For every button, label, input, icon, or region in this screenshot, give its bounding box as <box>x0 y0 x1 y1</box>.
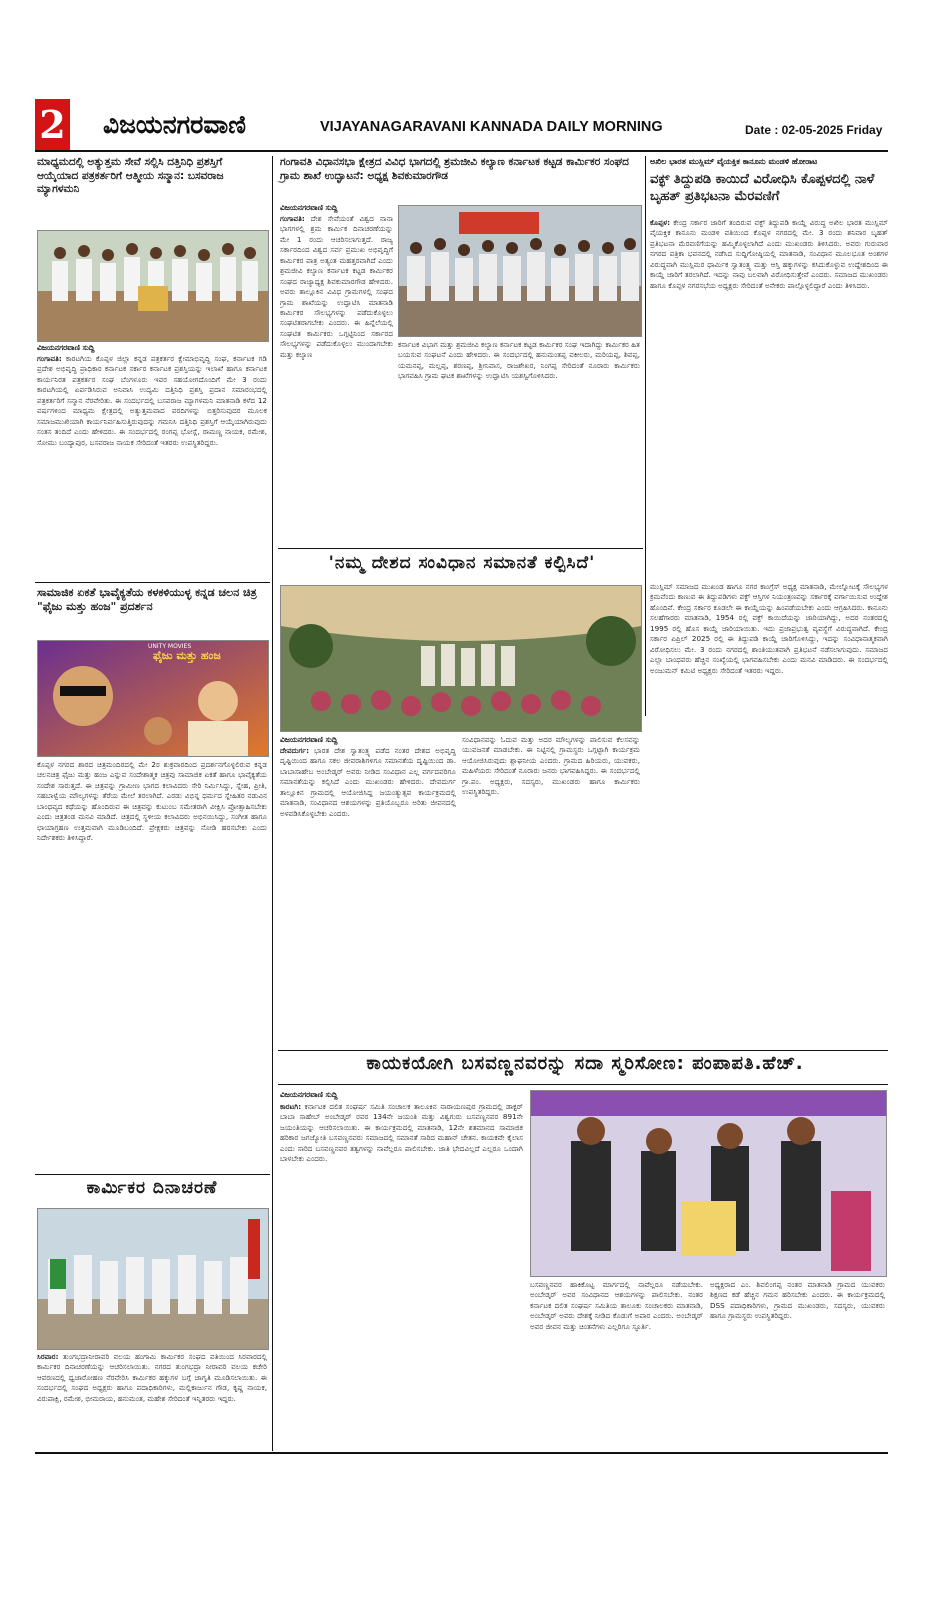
article1-text: ಕಾರಟಗಿಯ ಕೊಪ್ಪಳ ಜಿಲ್ಲಾ ಕನ್ನಡ ಪತ್ರಕರ್ತರ ಕ್ಷೇಮಾಭಿವೃದ್ಧಿ ಸಂಘ, ಕರ್ನಾಟಕ ಗಡಿ ಪ್ರದೇಶ ಅಭಿವೃದ್ಧಿ ಪ್ರಾಧಿಕಾರ ಕರ್ನಾಟಕ ಸರ್ಕಾರ ಕರ್ನಾಟಕ ಪ್ರಶಸ್ತಿಯನ್ನು ಇಲಾಖೆ ಹಾಗೂ ಕರ್ನಾಟಕ ಕಾರ್ಯನಿರತ ಪತ್ರಕರ್ತರ ಸಂಘ ಬೆಂಗಳೂರು ಇವರ ಸಹಯೋಗದೊಂದಿಗೆ ಮೇ 3 ರಂದು ಕಾರಟಗಿಯಲ್ಲಿ ಏರ್ಪಡಿಸಿರುವ ಅನಿವಾಸಿ ಉದ್ಯಮಿ ದತ್ತಿನಿಧಿ ಪ್ರಶಸ್ತಿ ಪ್ರದಾನ ಸಮಾರಂಭದಲ್ಲಿ ಪತ್ರಕರ್ತರಿಗೆ ಸನ್ಮಾನ ನೆರವೇರಿತು. ಈ ಸಂದರ್ಭದಲ್ಲಿ ಬಸವರಾಜ ಮ್ಯಾಗಳಮನಿ ಮಾತನಾಡಿ ಕಳೆದ 12 ವರ್ಷಗಳಿಂದ ಮಾಧ್ಯಮ ಕ್ಷೇತ್ರದಲ್ಲಿ ಅತ್ಯುತ್ತಮವಾದ ವರದಿಗಳನ್ನು ಬಿತ್ತರಿಸುವುದರ ಮೂಲಕ ಸಮಾಜಮುಖಿಯಾಗಿ ಕಾರ್ಯನಿರ್ವಹಿಸುತ್ತಿರುವುದನ್ನು ಗಮನಿಸಿ ದತ್ತಿನಿಧಿ ಪ್ರಶಸ್ತಿಗೆ ಆಯ್ಕೆಯಾಗಿರುವುದು ಸಂತಸ ತಂದಿದೆ ಎಂದು ಹೇಳಿದರು. ಈ ಸಂದರ್ಭದಲ್ಲಿ ರಂಗಪ್ಪ ಭೋಸ್ಲೆ, ರಾಮಣ್ಣ ನಾಯಕ, ರಮೇಶ, ಸೋಮು ಬಂದ್ಯಾಪುರ, ಬಸವರಾಜ ನಾಯಕ ಸೇರಿದಂತೆ ಇತರರು ಉಪಸ್ಥಿತರಿದ್ದರು. <box>37 354 267 447</box>
banner2-headline: ಕಾಯಕಯೋಗಿ ಬಸವಣ್ಣನವರನ್ನು ಸದಾ ಸ್ಮರಿಸೋಣ: ಪಂಪಾಪತಿ.ಹೆಚ್. <box>366 1053 804 1074</box>
article6-dateline: ಕಾರಟಗಿ: <box>280 1102 302 1111</box>
article2-photo <box>398 205 642 337</box>
article4-body-col2: ಸಂವಿಧಾನವನ್ನು ಓದುವ ಮತ್ತು ಅದರ ಮೌಲ್ಯಗಳನ್ನು ಪಾಲಿಸುವ ಕೆಲಸವನ್ನು ಯುವಜನತೆ ಮಾಡಬೇಕು. ಈ ನಿಟ್ಟಿನಲ್ಲಿ ಗ್ರಾಮಸ್ಥರು ಒಗ್ಗಟ್ಟಾಗಿ ಕಾರ್ಯಕ್ರಮ ಆಯೋಜಿಸಿರುವುದು ಶ್ಲಾಘನೀಯ ಎಂದರು. ಗ್ರಾಮದ ಹಿರಿಯರು, ಯುವಕರು, ಮಹಿಳೆಯರು ಸೇರಿದಂತೆ ನೂರಾರು ಜನರು ಭಾಗವಹಿಸಿದ್ದರು. ಈ ಸಂದರ್ಭದಲ್ಲಿ ಗ್ರಾ.ಪಂ. ಅಧ್ಯಕ್ಷರು, ಸದಸ್ಯರು, ಮುಖಂಡರು ಹಾಗೂ ಕಾರ್ಮಿಕರು ಉಪಸ್ಥಿತರಿದ್ದರು. <box>462 735 640 797</box>
article4-byline: ವಿಜಯನಗರವಾಣಿ ಸುದ್ದಿ <box>280 735 338 744</box>
article4-photo <box>280 585 642 732</box>
article3-dateline: ಕೊಪ್ಪಳ: <box>650 218 671 227</box>
article2-text-col1: ದೇಶ ಸೇವೆಯಂತೆ ವಿಶ್ವದ ನಾನಾ ಭಾಗಗಳಲ್ಲಿ ಶ್ರಮ ಕಾರ್ಮಿಕ ದಿನಾಚರಣೆಯನ್ನು ಮೇ 1 ರಂದು ಆಚರಿಸಲಾಗುತ್ತದೆ. ರಾಜ್ಯ ಸರ್ಕಾರದಿಂದ ವಿಶ್ವದ ಸರ್ವ ಪ್ರಮುಖ ಅಭಿವೃದ್ಧಿಗೆ ಕಾರ್ಮಿಕರ ಪಾತ್ರ ಅತ್ಯಂತ ಮಹತ್ತರವಾಗಿದೆ ಎಂದು ಶ್ರಮಜೀವಿ ಕಲ್ಯಾಣ ಕರ್ನಾಟಕ ಕಟ್ಟಡ ಕಾರ್ಮಿಕರ ಸಂಘದ ರಾಜ್ಯಾಧ್ಯಕ್ಷ ಶಿವಕುಮಾರಗೌಡ ಹೇಳಿದರು. ಅವರು ತಾಲ್ಲೂಕಿನ ವಿವಿಧ ಗ್ರಾಮಗಳಲ್ಲಿ ಸಂಘದ ಗ್ರಾಮ ಶಾಖೆಯನ್ನು ಉದ್ಘಾಟಿಸಿ ಮಾತನಾಡಿ ಕಾರ್ಮಿಕರ ಸೌಲಭ್ಯಗಳನ್ನು ಪಡೆದುಕೊಳ್ಳಲು ಸಂಘಟಿತರಾಗಬೇಕು ಎಂದರು. ಈ ಹಿನ್ನೆಲೆಯಲ್ಲಿ ಸಂಘಟಿತ ಕಾರ್ಮಿಕರು ಒಗ್ಗಟ್ಟಿನಿಂದ ಸರ್ಕಾರದ ಸೌಲಭ್ಯಗಳನ್ನು ಪಡೆದುಕೊಳ್ಳಲು ಮುಂದಾಗಬೇಕು ಮತ್ತು ಕಲ್ಯಾಣ <box>280 214 393 359</box>
article7-dateline: ಸಿರವಾರ: <box>37 1352 59 1361</box>
masthead-rule <box>35 150 888 152</box>
poster-studio: UNITY MOVIES <box>148 643 192 650</box>
article4-dateline: ದೇವದುರ್ಗ: <box>280 746 310 755</box>
article4-text-col1: ಭಾರತ ದೇಶ ಸ್ವಾತಂತ್ರ್ಯ ಪಡೆದ ನಂತರ ದೇಶದ ಅಭಿವೃದ್ಧಿ ದೃಷ್ಟಿಯಿಂದ ಹಾಗೂ ಸಕಲ ಜೀವರಾಶಿಗಳಿಗೂ ಸಮಾನತೆಯ ದೃಷ್ಟಿಯಿಂದ ಡಾ. ಬಾಬಾಸಾಹೇಬ ಅಂಬೇಡ್ಕರ್ ಅವರು ನೀಡಿದ ಸಂವಿಧಾನ ಎಲ್ಲ ವರ್ಗದವರಿಗೂ ಸಮಾನತೆಯನ್ನು ಕಲ್ಪಿಸಿದೆ ಎಂದು ಮುಖಂಡರು ಹೇಳಿದರು. ದೇವದುರ್ಗ ತಾಲ್ಲೂಕಿನ ಗ್ರಾಮದಲ್ಲಿ ಆಯೋಜಿಸಿದ್ದ ಜಯಂತ್ಯುತ್ಸವ ಕಾರ್ಯಕ್ರಮದಲ್ಲಿ ಮಾತನಾಡಿ, ಸಂವಿಧಾನದ ಆಶಯಗಳನ್ನು ಪ್ರತಿಯೊಬ್ಬರೂ ಅರಿತು ಜೀವನದಲ್ಲಿ ಅಳವಡಿಸಿಕೊಳ್ಳಬೇಕು ಎಂದರು. <box>280 746 456 818</box>
article2-headline: ಗಂಗಾವತಿ ವಿಧಾನಸಭಾ ಕ್ಷೇತ್ರದ ವಿವಿಧ ಭಾಗದಲ್ಲಿ ಶ್ರಮಜೀವಿ ಕಲ್ಯಾಣ ಕರ್ನಾಟಕ ಕಟ್ಟಡ ಕಾರ್ಮಿಕರ ಸಂಘದ ಗ್ರಾಮ ಶಾಖೆ ಉದ್ಘಾಟನೆ: ಅಧ್ಯಕ್ಷ ಶಿವಕುಮಾರಗೌಡ <box>280 156 629 182</box>
article2-dateline: ಗಂಗಾವತಿ: <box>280 214 305 223</box>
article6-photo <box>530 1090 887 1277</box>
article4-body-col1 <box>280 746 456 1046</box>
banner2-rule-top <box>278 1050 888 1051</box>
banner1-headline: 'ನಮ್ಮ ದೇಶದ ಸಂವಿಧಾನ ಸಮಾನತೆ ಕಲ್ಪಿಸಿದೆ' <box>328 553 596 573</box>
article7-rule <box>35 1174 270 1175</box>
article6-body-col1b <box>280 1280 523 1445</box>
article7-photo <box>37 1208 269 1350</box>
article6-body-col3: ಅಧ್ಯಕ್ಷರಾದ ಎಂ. ಶಿವಲಿಂಗಪ್ಪ ನಂತರ ಮಾತನಾಡಿ ಗ್ರಾಮದ ಯುವಕರು ಶಿಕ್ಷಣದ ಕಡೆ ಹೆಚ್ಚಿನ ಗಮನ ಹರಿಸಬೇಕು ಎಂದರು. ಈ ಕಾರ್ಯಕ್ರಮದಲ್ಲಿ DSS ಪದಾಧಿಕಾರಿಗಳು, ಗ್ರಾಮದ ಮುಖಂಡರು, ಸದಸ್ಯರು, ಯುವಕರು ಹಾಗೂ ಗ್ರಾಮಸ್ಥರು ಉಪಸ್ಥಿತರಿದ್ದರು. <box>710 1280 885 1321</box>
article2-body-col1 <box>280 214 393 554</box>
article2-body-col2: ಕರ್ನಾಟಕ ವಿಭಾಗ ಮತ್ತು ಶ್ರಮಜೀವಿ ಕಲ್ಯಾಣ ಕರ್ನಾಟಕ ಕಟ್ಟಡ ಕಾರ್ಮಿಕರ ಸಂಘ ಇದಾಗಿದ್ದು ಕಾರ್ಮಿಕರ ಹಿತ ಬಯಸುವ ಸಂಘಟನೆ ಎಂದು ಹೇಳಿದರು. ಈ ಸಂದರ್ಭದಲ್ಲಿ ಹನುಮಂತಪ್ಪ ವಕೀಲರು, ಮರಿಯಪ್ಪ, ಶಿವಪ್ಪ, ಯಮನಪ್ಪ, ಮಲ್ಲಪ್ಪ, ಶರಣಪ್ಪ, ಶ್ರೀನಿವಾಸ, ರಾಜಶೇಖರ, ನಿಂಗಪ್ಪ ಸೇರಿದಂತೆ ನೂರಾರು ಕಾರ್ಮಿಕರು ಭಾಗವಹಿಸಿ ಗ್ರಾಮ ಘಟಕ ಶಾಖೆಗಳನ್ನು ಉದ್ಘಾಟಿಸಿ ಯಶಸ್ವಿಗೊಳಿಸಿದರು. <box>398 340 640 381</box>
article7-body <box>37 1352 267 1447</box>
article5-body: ಕೊಪ್ಪಳ ನಗರದ ಶಾರದ ಚಿತ್ರಮಂದಿರದಲ್ಲಿ ಮೇ 2ರ ಶುಕ್ರವಾರದಿಂದ ಪ್ರದರ್ಶನಗೊಳ್ಳಲಿರುವ ಕನ್ನಡ ಚಲನಚಿತ್ರ ಫೈಜು ಮತ್ತು ಹಂಜ ಎನ್ನುವ ಸಂದೇಶಾತ್ಮಕ ಚಿತ್ರವು ಸಾಮಾಜಿಕ ಏಕತೆ ಹಾಗೂ ಭಾವೈಕ್ಯತೆಯ ಸಂದೇಶ ಸಾರುತ್ತದೆ. ಈ ಚಿತ್ರವನ್ನು ಗ್ರಾಮೀಣ ಭಾಗದ ಕಲಾವಿದರು ಸೇರಿ ನಿರ್ಮಿಸಿದ್ದು, ಸ್ನೇಹ, ಪ್ರೀತಿ, ಸಹಬಾಳ್ವೆಯ ಮೌಲ್ಯಗಳನ್ನು ತೆರೆಯ ಮೇಲೆ ತರಲಾಗಿದೆ. ಎರಡು ವಿಭಿನ್ನ ಧರ್ಮದ ಸ್ನೇಹಿತರ ನಡುವಿನ ಬಾಂಧವ್ಯದ ಕಥೆಯನ್ನು ಹೊಂದಿರುವ ಈ ಚಿತ್ರವನ್ನು ಕುಟುಂಬ ಸಮೇತರಾಗಿ ವೀಕ್ಷಿಸಿ ಪ್ರೋತ್ಸಾಹಿಸಬೇಕು ಎಂದು ಚಿತ್ರತಂಡ ಮನವಿ ಮಾಡಿದೆ. ಚಿತ್ರದಲ್ಲಿ ಸ್ಥಳೀಯ ಕಲಾವಿದರು ಅಭಿನಯಿಸಿದ್ದು, ಸಂಗೀತ ಹಾಗೂ ಛಾಯಾಗ್ರಹಣ ಉತ್ತಮವಾಗಿ ಮೂಡಿಬಂದಿದೆ. ಪ್ರೇಕ್ಷಕರು ಚಿತ್ರವನ್ನು ನೋಡಿ ಹರಸಬೇಕು ಎಂದು ನಿರ್ದೇಶಕರು ತಿಳಿಸಿದ್ದಾರೆ. <box>37 760 267 843</box>
page-number: 2 <box>35 99 70 151</box>
article1-photo <box>37 230 269 342</box>
footer-rule <box>35 1452 888 1454</box>
article3-headline: ವಕ್ಫ್ ತಿದ್ದುಪಡಿ ಕಾಯಿದೆ ವಿರೋಧಿಸಿ ಕೊಪ್ಪಳದಲ್ಲಿ ನಾಳೆ ಬೃಹತ್ ಪ್ರತಿಭಟನಾ ಮೆರವಣಿಗೆ <box>650 172 875 204</box>
article2-byline: ವಿಜಯನಗರವಾಣಿ ಸುದ್ದಿ <box>280 203 338 212</box>
article7-text: ತುಂಗಭದ್ರಾನೀರಾವರಿ ವಲಯ ಹಂಗಾಮಿ ಕಾರ್ಮಿಕರ ಸಂಘದ ವತಿಯಿಂದ ಸಿರವಾರದಲ್ಲಿ ಕಾರ್ಮಿಕರ ದಿನಾಚರಣೆಯನ್ನು ಆಚರಿಸಲಾಯಿತು. ನಗರದ ತುಂಗಭದ್ರಾ ನೀರಾವರಿ ವಲಯ ಕಚೇರಿ ಆವರಣದಲ್ಲಿ ಧ್ವಜಾರೋಹಣ ನೆರವೇರಿಸಿ ಕಾರ್ಮಿಕರ ಹಕ್ಕುಗಳ ಬಗ್ಗೆ ಜಾಗೃತಿ ಮೂಡಿಸಲಾಯಿತು. ಈ ಸಂದರ್ಭದಲ್ಲಿ ಸಂಘದ ಅಧ್ಯಕ್ಷರು ಹಾಗೂ ಪದಾಧಿಕಾರಿಗಳು, ಮಲ್ಲಿಕಾರ್ಜುನ ಗೌಡ, ಕೃಷ್ಣ ನಾಯಕ, ವಿರುಪಾಕ್ಷಿ, ರಮೇಶ, ಭೀಮರಾಯ, ಹನುಮಂತ, ಮಹೇಶ ಸೇರಿದಂತೆ ಇನ್ನಿತರರು ಇದ್ದರು. <box>37 1352 267 1403</box>
article1-headline: ಮಾಧ್ಯಮದಲ್ಲಿ ಅತ್ಯುತ್ತಮ ಸೇವೆ ಸಲ್ಲಿಸಿ ದತ್ತಿನಿಧಿ ಪ್ರಶಸ್ತಿಗೆ ಆಯ್ಕೆಯಾದ ಪತ್ರಕರ್ತರಿಗೆ ಆತ್ಮೀಯ ಸನ್ಮಾನ: ಬಸವರಾಜ ಮ್ಯಾಗಳಮನಿ <box>37 156 224 196</box>
article3-body-top <box>650 218 888 578</box>
poster-title: ಫೈಜು ಮತ್ತು ಹಂಜ <box>153 649 221 662</box>
article6-text-col1: ಕರ್ನಾಟಕ ದಲಿತ ಸಂಘರ್ಷ ಸಮಿತಿ ಸಂಚಾಲಕ ತಾಲೂಕಿನ ನಾರಾಯಣಪುರ ಗ್ರಾಮದಲ್ಲಿ ಡಾಕ್ಟರ್ ಬಾಬಾ ಸಾಹೇಬ್ ಅಂಬೇಡ್ಕರ್ ರವರ 134ನೇ ಜಯಂತಿ ಮತ್ತು ವಿಶ್ವಗುರು ಬಸವಣ್ಣನವರ 891ನೇ ಜಯಂತಿಯನ್ನು ಆಚರಿಸಲಾಯಿತು. ಈ ಕಾರ್ಯಕ್ರಮದಲ್ಲಿ ಮಾತನಾಡಿ, 12ನೇ ಶತಮಾನದ ಸಾಮಾಜಿಕ ಹರಿಕಾರ ಜಗಜ್ಯೋತಿ ಬಸವಣ್ಣನವರು ಸಮಾಜದಲ್ಲಿ ಸಮಾನತೆ ಸಾರಿದ ಮಹಾನ್ ಚೇತನ. ಕಾಯಕವೇ ಕೈಲಾಸ ಎಂದು ಸಾರಿದ ಬಸವಣ್ಣನವರ ತತ್ವಗಳನ್ನು ನಾವೆಲ್ಲರೂ ಪಾಲಿಸಬೇಕು. ಜಾತಿ ಭೇದವಿಲ್ಲದೆ ಎಲ್ಲರೂ ಒಂದಾಗಿ ಬಾಳಬೇಕು ಎಂದರು. <box>280 1102 523 1164</box>
article3-body-mid: ಮುಸ್ಲಿಮ್ ಸಮಾಜದ ಮುಖಂಡ ಹಾಗೂ ನಗರ ಕಾಂಗ್ರೆಸ್ ಅಧ್ಯಕ್ಷ ಮಾತನಾಡಿ, ಮೇಲ್ನೋಟಕ್ಕೆ ಸೌಲಭ್ಯಗಳ ಕ್ರಮವೆಂದು ಕಾಣುವ ಈ ತಿದ್ದುಪಡಿಗಳು ವಕ್ಫ್ ಆಸ್ತಿಗಳ ನಿಯಂತ್ರಣವನ್ನು ಸರ್ಕಾರಕ್ಕೆ ವರ್ಗಾಯಿಸುವ ಉದ್ದೇಶ ಹೊಂದಿವೆ. ಕೇಂದ್ರ ಸರ್ಕಾರ ಕೂಡಲೇ ಈ ಕಾಯ್ದೆಯನ್ನು ಹಿಂಪಡೆಯಬೇಕು ಎಂದು ಆಗ್ರಹಿಸಿದರು. ಕಾನೂನು ಸಲಹೆಗಾರರು ಮಾತನಾಡಿ, 1954 ರಲ್ಲಿ ವಕ್ಫ್ ಕಾಯಿದೆಯನ್ನು ಜಾರಿಯಾಗಿದ್ದು, ಅದರ ನಂತರದಲ್ಲಿ 1995 ರಲ್ಲಿ ಹೊಸ ಕಾಯ್ದೆ ಜಾರಿಯಾಯಿತು. ಇದು ಪ್ರಜಾಪ್ರಭುತ್ವ ವ್ಯವಸ್ಥೆಗೆ ವಿರುದ್ಧವಾಗಿದೆ. ಕೇಂದ್ರ ಸರ್ಕಾರ ಏಪ್ರಿಲ್ 2025 ರಲ್ಲಿ ಈ ತಿದ್ದುಪಡಿ ಕಾಯ್ದೆ ಜಾರಿಗೊಳಿಸಿದ್ದು, ಇದನ್ನು ಸಂವಿಧಾನಾತ್ಮಕವಾಗಿ ವಿರೋಧಿಸಲು ಮೇ. 3 ರಂದು ನಗರದಲ್ಲಿ ಶಾಂತಿಯುತವಾಗಿ ಪ್ರತಿಭಟನೆ ನಡೆಸಲಾಗುವುದು. ಸಮಾಜದ ಎಲ್ಲಾ ಬಾಂಧವರು ಹೆಚ್ಚಿನ ಸಂಖ್ಯೆಯಲ್ಲಿ ಭಾಗವಹಿಸಬೇಕು ಎಂದು ಮನವಿ ಮಾಡಿದರು. ಈ ಸಂದರ್ಭದಲ್ಲಿ ಅಂಜುಮನ್ ಕಮಿಟಿ ಅಧ್ಯಕ್ಷರು ಸೇರಿದಂತೆ ಇತರರು ಇದ್ದರು. <box>650 582 888 675</box>
article6-body-col2: ಬಸವಣ್ಣನವರ ಹಾಕಿಕೊಟ್ಟ ಮಾರ್ಗದಲ್ಲಿ ನಾವೆಲ್ಲರೂ ನಡೆಯಬೇಕು. ಅಂಬೇಡ್ಕರ್ ಅವರ ಸಂವಿಧಾನದ ಆಶಯಗಳನ್ನು ಪಾಲಿಸಬೇಕು. ನಂತರ ಕರ್ನಾಟಕ ದಲಿತ ಸಂಘರ್ಷ ಸಮಿತಿಯ ತಾಲೂಕು ಸಂಚಾಲಕರು ಮಾತನಾಡಿ, ಅಂಬೇಡ್ಕರ್ ಅವರು ದೇಶಕ್ಕೆ ನೀಡಿದ ಕೊಡುಗೆ ಅಪಾರ ಎಂದರು. ಅಂಬೇಡ್ಕರ್ ಅವರ ಜೀವನ ಮತ್ತು ಚಿಂತನೆಗಳು ಎಲ್ಲರಿಗೂ ಸ್ಫೂರ್ತಿ. <box>530 1280 703 1331</box>
article1-dateline: ಗಂಗಾವತಿ: <box>37 354 62 363</box>
banner1-rule <box>278 548 643 549</box>
newspaper-title-kannada: ವಿಜಯನಗರವಾಣಿ <box>103 110 246 139</box>
article6-body-col1 <box>280 1102 523 1272</box>
article3-kicker: ಅಖಿಲ ಭಾರತ ಮುಸ್ಲಿಮ್ ವೈಯಕ್ತಿಕ ಕಾನೂನು ಮಂಡಳಿ ಹೋರಾಟ <box>650 157 818 166</box>
article5-headline: ಸಾಮಾಜಿಕ ಏಕತೆ ಭಾವೈಕ್ಯತೆಯ ಕಳಕಳಿಯುಳ್ಳ ಕನ್ನಡ ಚಲನ ಚಿತ್ರ "ಫೈಜು ಮತ್ತು ಹಂಜ" ಪ್ರದರ್ಶನ <box>37 586 257 614</box>
column-rule-2 <box>645 156 646 716</box>
article1-body <box>37 354 267 579</box>
article3-text-top: ಕೇಂದ್ರ ಸರ್ಕಾರ ಜಾರಿಗೆ ತಂದಿರುವ ವಕ್ಫ್ ತಿದ್ದುಪಡಿ ಕಾಯ್ದೆ ವಿರುದ್ಧ ಅಖಿಲ ಭಾರತ ಮುಸ್ಲಿಮ್ ವೈಯಕ್ತಿಕ ಕಾನೂನು ಮಂಡಳಿ ವತಿಯಿಂದ ಕೊಪ್ಪಳ ನಗರದಲ್ಲಿ ಮೇ. 3 ರಂದು ಶನಿವಾರ ಬೃಹತ್ ಪ್ರತಿಭಟನಾ ಮೆರವಣಿಗೆಯನ್ನು ಹಮ್ಮಿಕೊಳ್ಳಲಾಗಿದೆ ಎಂದು ಮುಖಂಡರು ತಿಳಿಸಿದರು. ಅವರು ಗುರುವಾರ ನಗರದ ಪತ್ರಿಕಾ ಭವನದಲ್ಲಿ ನಡೆಸಿದ ಸುದ್ದಿಗೋಷ್ಠಿಯಲ್ಲಿ ಮಾತನಾಡಿ, ಸಂವಿಧಾನ ಮೂಲಭೂತ ಅಂಶಗಳ ವಿರುದ್ಧವಾಗಿ ಮುಸ್ಲಿಮರ ಧಾರ್ಮಿಕ ಸ್ವಾತಂತ್ರ್ಯ ಮತ್ತು ಆಸ್ತಿ ಹಕ್ಕುಗಳನ್ನು ಕಸಿದುಕೊಳ್ಳುವ ಉದ್ದೇಶದಿಂದ ಈ ಕಾಯ್ದೆ ಜಾರಿಗೆ ತರಲಾಗಿದೆ. ಇದನ್ನು ನಾವು ಬಲವಾಗಿ ವಿರೋಧಿಸುತ್ತೇವೆ ಎಂದರು. ಸಮಾಜದ ಮುಖಂಡರು ಹಾಗೂ ಕೊಪ್ಪಳ ನಗರಸಭೆಯ ಅಧ್ಯಕ್ಷರು ಸೇರಿದಂತೆ ಅನೇಕರು ಪಾಲ್ಗೊಳ್ಳಲಿದ್ದಾರೆ ಎಂದು ತಿಳಿಸಿದರು. <box>650 218 888 290</box>
article5-rule <box>35 582 270 583</box>
banner2-rule-bottom <box>278 1084 888 1085</box>
article7-headline: ಕಾರ್ಮಿಕರ ದಿನಾಚರಣೆ <box>86 1178 218 1198</box>
newspaper-title-english: VIJAYANAGARAVANI KANNADA DAILY MORNING <box>320 119 663 135</box>
article5-movie-poster <box>37 640 269 757</box>
article1-byline: ವಿಜಯನಗರವಾಣಿ ಸುದ್ದಿ <box>37 343 95 352</box>
column-rule-1 <box>272 156 273 1451</box>
article6-byline: ವಿಜಯನಗರವಾಣಿ ಸುದ್ದಿ <box>280 1090 338 1099</box>
edition-date: Date : 02-05-2025 Friday <box>745 123 883 137</box>
